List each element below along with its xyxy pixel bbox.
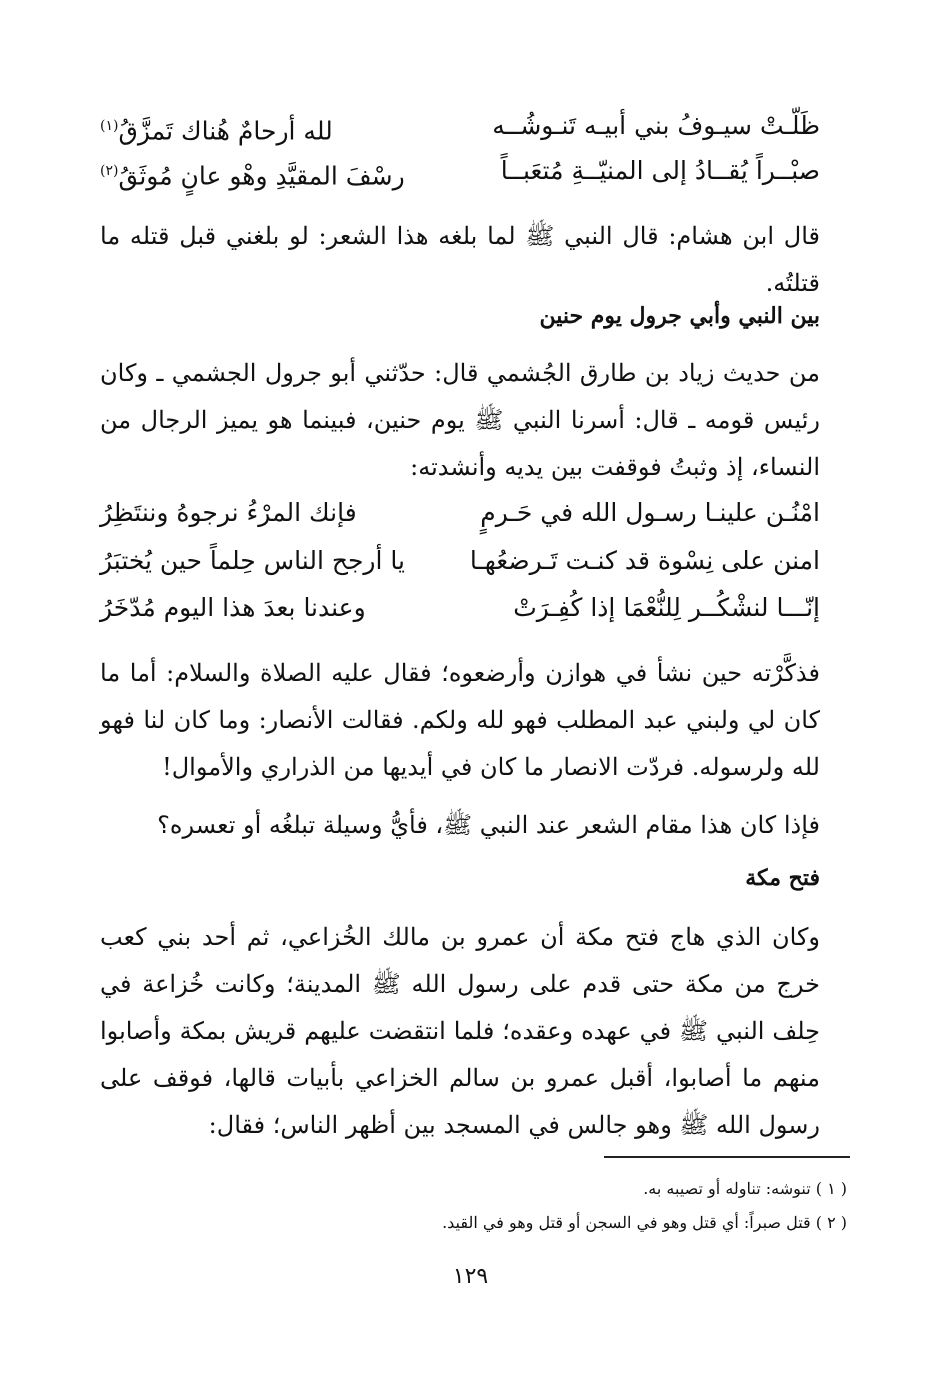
poem-verse (100, 543, 820, 579)
footnote-ref: (٢) (100, 163, 119, 179)
footnote-divider (604, 1156, 850, 1158)
question-paragraph: فإذا كان هذا مقام الشعر عند النبي ﷺ، فأيُّ وسيلة تبلغُه أو تعسره؟ (157, 811, 820, 839)
verse-second-hemistich: فإنك المرْءُ نرجوهُ وننتَظِرُ (100, 498, 357, 527)
verse-second-hemistich: وعندنا بعدَ هذا اليوم مُدّخَرُ (100, 593, 366, 622)
page-number: ١٢٩ (452, 1264, 489, 1289)
footnote-ref: (١) (100, 118, 119, 134)
hunayn-intro-paragraph: من حديث زياد بن طارق الجُشمي قال: حدّثني أبو جرول الجشمي ـ وكان رئيس قومه ـ قال: أسرنا النبي ﷺ يوم حنين، فبينما هو يميز الرجال من النساء، إذ وثبتُ فوقفت بين يديه وأنشدته: (100, 359, 820, 481)
verse-first-hemistich: ظَلّـتْ سيـوفُ بني أبيـه تَنـوشُــه (492, 111, 820, 140)
makkah-paragraph: وكان الذي هاج فتح مكة أن عمرو بن مالك الخُزاعي، ثم أحد بني كعب خرج من مكة حتى قدم على رسول الله ﷺ المدينة؛ وكانت خُزاعة في حِلف النبي ﷺ في عهده وعقده؛ فلما انتقضت عليهم قريش بمكة وأصابوا منهم ما أصابوا، أقبل عمرو بن سالم الخزاعي بأبيات قالها، فوقف على رسول الله ﷺ وهو جالس في المسجد بين أظهر الناس؛ فقال: (100, 923, 820, 1139)
verse-second-hemistich (100, 153, 405, 194)
section-heading-makkah: فتح مكة (745, 865, 820, 891)
footnote-1: ( ١ ) تنوشه: تناوله أو تصيبه به. (643, 1179, 847, 1198)
ibn-hisham-paragraph: قال ابن هشام: قال النبي ﷺ لما بلغه هذا الشعر: لو بلغني قبل قتله ما قتلتُه. (100, 222, 820, 297)
poem-verse (100, 495, 820, 531)
hunayn-outro-paragraph: فذكَّرْته حين نشأ في هوازن وأرضعوه؛ فقال عليه الصلاة والسلام: أما ما كان لي ولبني عبد المطلب فهو لله ولكم. فقالت الأنصار: وما كان لنا فهو لله ولرسوله. فردّت الانصار ما كان في أيديها من الذراري والأموال! (100, 659, 820, 781)
verse-first-hemistich: امْنُـن علينـا رسـول الله في حَـرمٍ (480, 498, 820, 527)
verse-second-hemistich: يا أرجح الناس حِلماً حين يُختبَرُ (100, 546, 405, 575)
verse-second-hemistich (100, 108, 333, 149)
section-heading-hunayn: بين النبي وأبي جرول يوم حنين (539, 303, 820, 329)
verse-first-hemistich: إنّـــا لنشْكُــر لِلنُّعْمَا إذا كُفِـرَتْ (513, 593, 820, 622)
poem-verse (100, 153, 820, 194)
footnote-2: ( ٢ ) قتل صبراً: أي قتل وهو في السجن أو قتل وهو في القيد. (442, 1213, 847, 1232)
verse-text: رسْفَ المقيَّدِ وهْو عانٍ مُوثَقُ (118, 161, 405, 191)
poem-verse (100, 108, 820, 149)
verse-text: لله أرحامٌ هُناك تَمزَّقُ (118, 116, 333, 146)
verse-first-hemistich: صبْــراً يُقــادُ إلى المنيّــةِ مُتعَبــاً (500, 156, 820, 185)
verse-first-hemistich: امنن على نِسْوة قد كنـت تَـرضعُهـا (469, 546, 820, 575)
poem-verse (100, 590, 820, 626)
